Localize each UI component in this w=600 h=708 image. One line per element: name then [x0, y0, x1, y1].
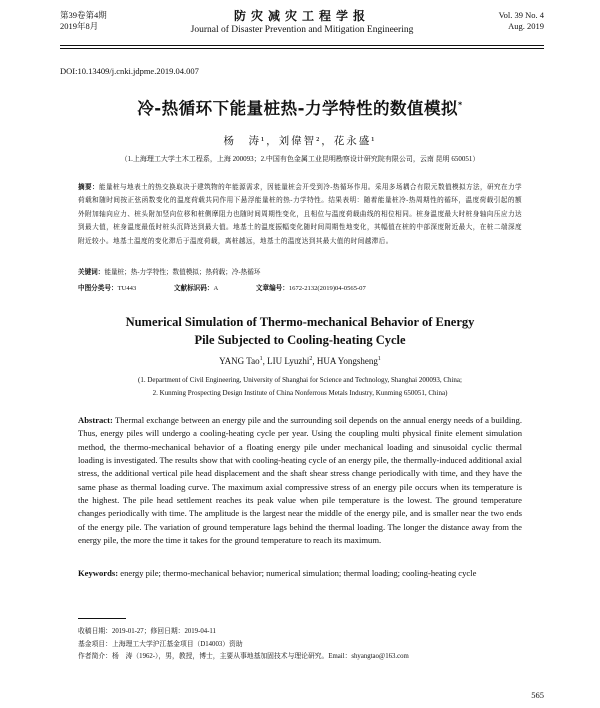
header-rule-thin — [60, 48, 544, 49]
english-affiliations — [0, 374, 600, 399]
author-3-sup: 1 — [377, 356, 381, 362]
footnote-rule — [78, 618, 126, 619]
header-right — [499, 10, 544, 32]
doccode-field — [174, 285, 236, 292]
chinese-abstract — [78, 181, 522, 248]
author-2: LIU Lyuzhi — [267, 356, 310, 366]
clc-value: TU443 — [117, 285, 137, 292]
articleno-label: 文章编号： — [255, 284, 289, 292]
footnote — [78, 626, 540, 664]
header-center — [60, 8, 544, 36]
articleno-value: 1672-2132(2019)04-0565-07 — [288, 285, 366, 292]
english-title-line1: Numerical Simulation of Thermo-mechanical Behavior of Energy — [125, 315, 475, 329]
author-2-sup: 2 — [309, 356, 313, 362]
chinese-abstract-text: 能量桩与地表土的热交换取决于建筑物的年能源需求，因能量桩会开受到冷-热循环作用。采用多场耦合有限元数值模拟方法，研究在力学荷载和随时间按正弦函数变化的温度荷载共同作用下悬浮能量桩的热-力学特性。结果表明：随着能量桩冷-热周期性的循环，温度荷载引起的额外附加轴向应力、桩头附加竖向位移和桩侧摩阻力也随时间周期性变化，且相位与温度荷载曲线的相位相同。桩身温度最大时桩身轴向压应力达到最大值，桩身温度最低时桩头沉降达到最大值。地基土的温度振幅变化随时间周期性地变化，其幅值在桩的中部深度附近最大，在桩二端深度附近较小。地基土温度的变化滞后于温度荷载，离桩越远，地基土的温度达到其最大值的时间越滞后。 — [78, 184, 523, 245]
date-en: Aug. 2019 — [508, 21, 544, 31]
english-keywords — [78, 567, 522, 580]
footnote-received: 收稿日期：2019-01-27；修回日期：2019-04-11 — [78, 628, 216, 635]
articleno-field — [256, 285, 384, 292]
doccode-label: 文献标识码： — [173, 284, 214, 292]
footnote-fund: 基金项目：上海理工大学沪江基金项目（D14003）资助 — [78, 640, 243, 648]
chinese-affiliation: （1.上海理工大学土木工程系，上海 200093；2.中国有色金属工业昆明勘察设计研究院有限公司，云南 昆明 650051） — [120, 155, 480, 163]
clc-field — [78, 285, 154, 292]
journal-title-cn: 防灾减灾工程学报 — [233, 9, 370, 23]
chinese-abstract-label: 摘要： — [78, 183, 100, 191]
chinese-authors: 杨 涛¹，刘偉智²，花永盛¹ — [223, 136, 377, 147]
volume-cn: 第39卷第4期 — [60, 10, 107, 20]
english-keywords-label: Keywords: — [78, 568, 119, 578]
english-abstract-label: Abstract: — [78, 415, 113, 425]
chinese-keywords-text: 能量桩；热-力学特性；数值模拟；热荷载；冷-热循环 — [104, 269, 261, 276]
volume-en: Vol. 39 No. 4 — [498, 10, 544, 20]
english-abstract-text: Thermal exchange between an energy pile and the surrounding soil depends on the annual energy needs of a building. Thus, energy piles will undergo a cooling-heating cycle per year. Using the coupling multi physical finite element simulation method, the thermo-mechanical behavior of a floating energy pile under mechanical loading and sinusoidal cyclic thermal loading is investigated. The results show that with cooling-heating cycle of an energy pile, the thermally-induced additional axial stress, the additional vertical pile head displacement and the shaft shear stress change periodically with time, and they have the same phase as thermal loading curve. The maximum axial compressive stress of an energy pile occurs when its temperature is the highest. The pile head settlement reaches its peak value when pile temperature is the lowest. The ground temperature changes periodically with time. The amplitude is the largest near the middle of the energy pile, and is smaller near the two ends of the energy pile. The variation of ground temperature lags behind the thermal loading. The longer the distance away from the energy pile, the more the time it takes for the ground temperature to reach its maximum. — [78, 415, 522, 546]
footnote-author-info: 作者简介：杨 涛（1962-），男，教授，博士，主要从事地基加固技术与理论研究。Email：shyangtao@163.com — [78, 653, 409, 660]
classification-line — [78, 282, 522, 295]
english-title — [0, 313, 600, 349]
author-1-sup: 1 — [259, 356, 263, 362]
author-3: HUA Yongsheng — [316, 356, 378, 366]
header-rule-thick — [60, 45, 544, 46]
author-1: YANG Tao — [219, 356, 260, 366]
doccode-value: A — [213, 285, 219, 292]
journal-title-en: Journal of Disaster Prevention and Mitigation Engineering — [190, 25, 414, 35]
doi: DOI:10.13409/j.cnki.jdpme.2019.04.007 — [60, 66, 199, 76]
chinese-keywords — [78, 266, 522, 279]
clc-label: 中图分类号： — [78, 284, 118, 292]
english-authors: YANG Tao$^1$, LIU Lyuzhi$^2$, HUA Yongsheng$^1$ — [219, 356, 381, 366]
chinese-title — [0, 95, 600, 119]
english-title-line2: Pile Subjected to Cooling-heating Cycle — [194, 333, 406, 347]
english-abstract — [78, 414, 522, 547]
running-header — [60, 8, 544, 48]
title-footnote-mark: * — [458, 100, 463, 110]
english-affiliation-2: 2. Kunming Prospecting Design Institute of China Nonferrous Metals Industry, Kunming 650051, China) — [152, 388, 448, 397]
english-affiliation-1: (1. Department of Civil Engineering, University of Shanghai for Science and Technology, Shanghai 200093, China; — [138, 376, 462, 384]
chinese-title-text: 冷-热循环下能量桩热-力学特性的数值模拟 — [137, 99, 458, 118]
page-number: 565 — [531, 690, 544, 700]
english-keywords-text: energy pile; thermo-mechanical behavior; numerical simulation; thermal loading; cooling-heating cycle — [120, 568, 477, 578]
chinese-keywords-label: 关键词： — [78, 268, 105, 276]
date-cn: 2019年8月 — [60, 21, 99, 31]
